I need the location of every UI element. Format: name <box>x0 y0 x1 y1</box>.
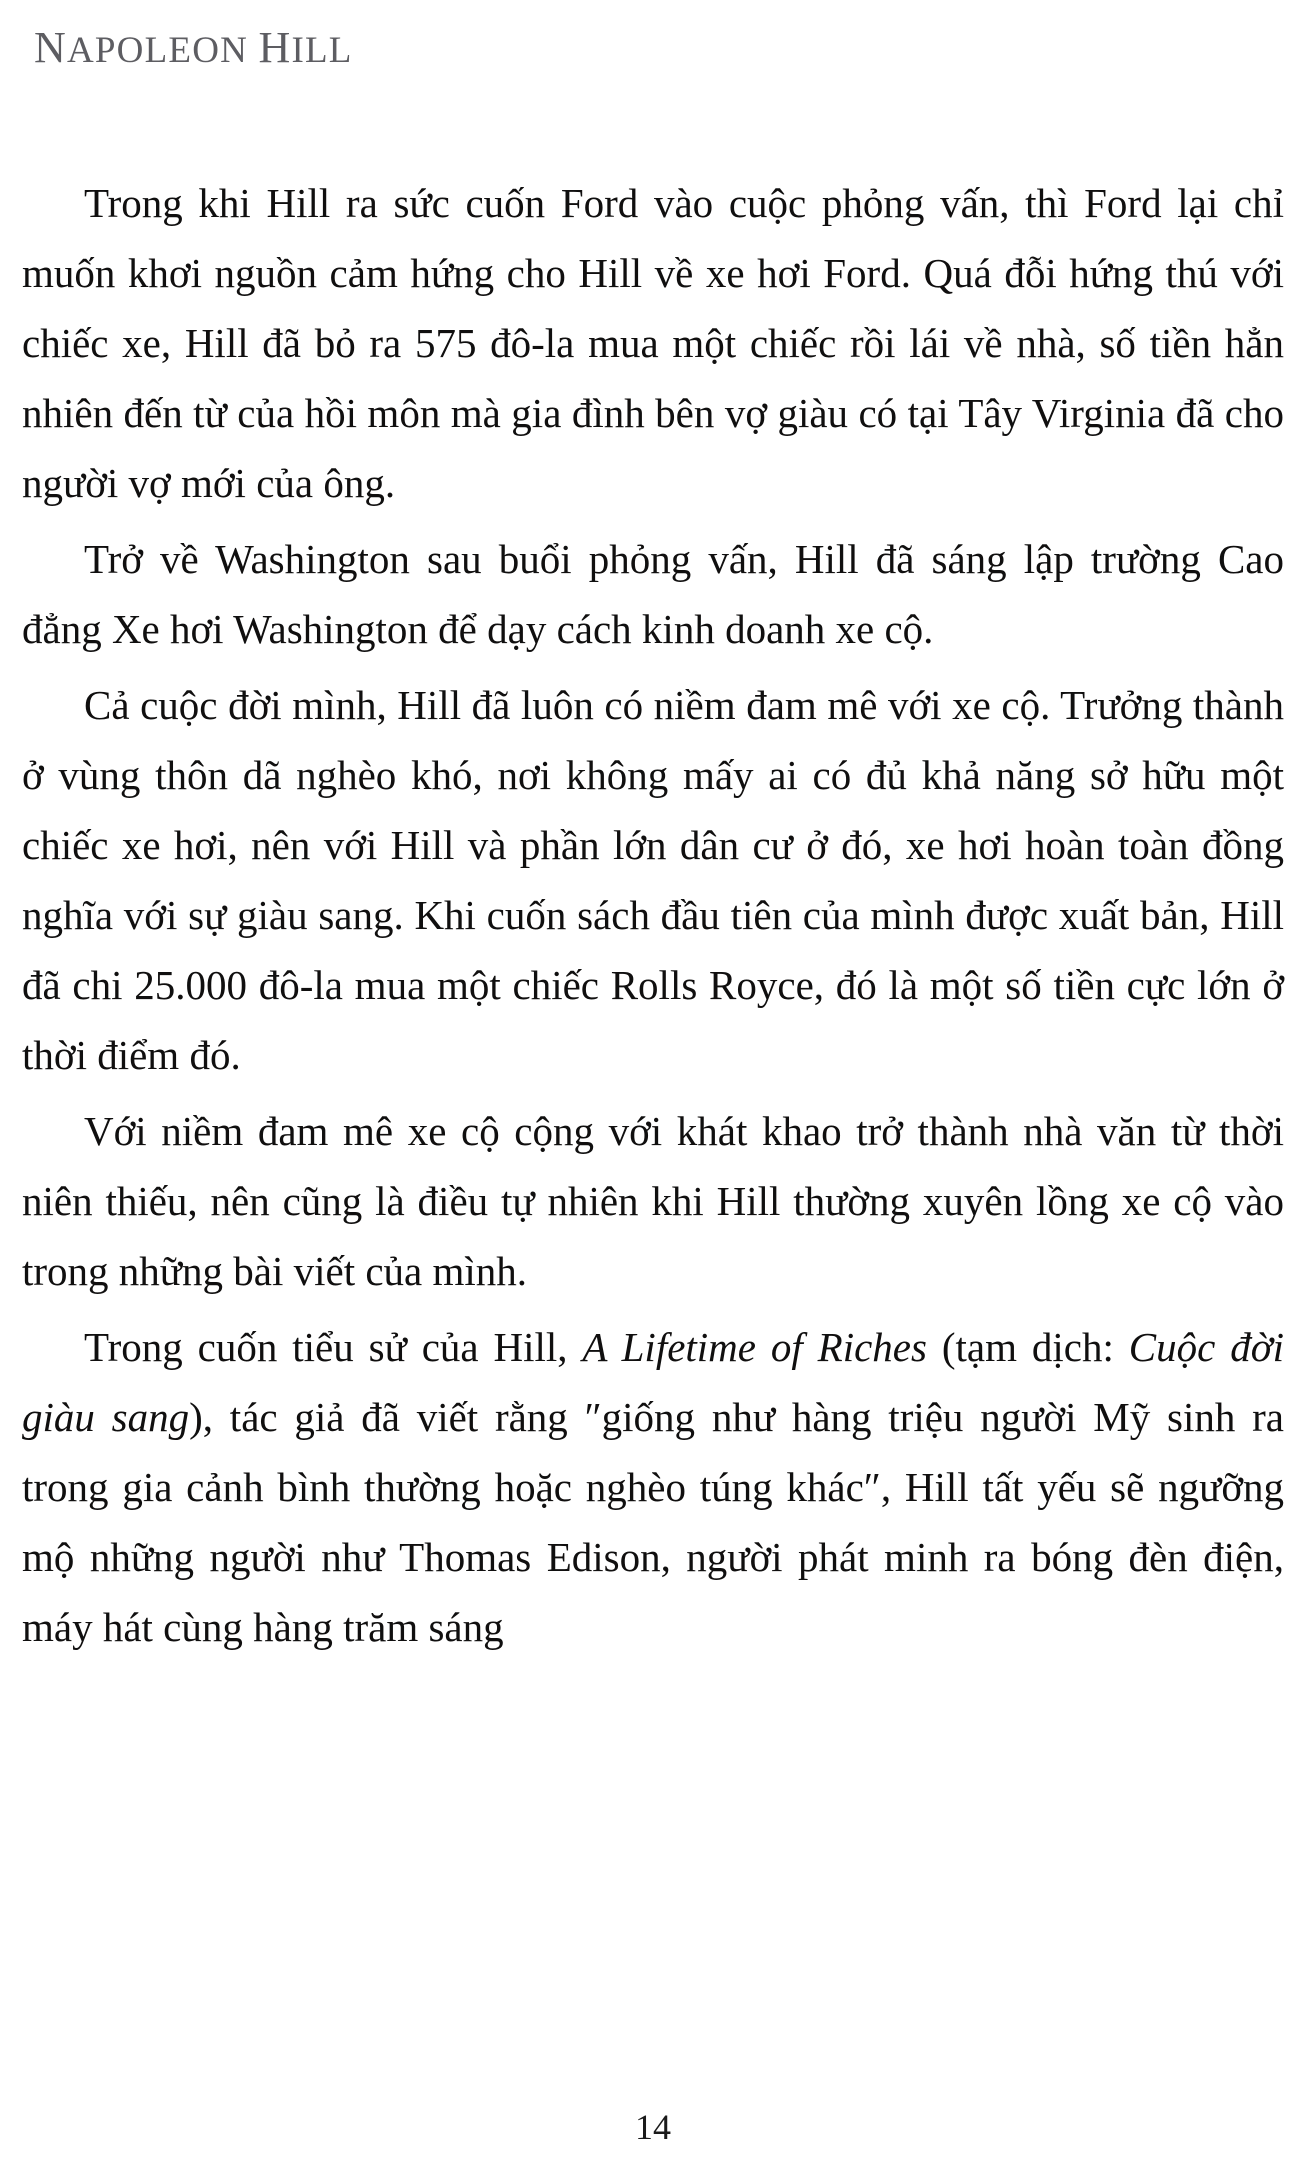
paragraph: Trở về Washington sau buổi phỏng vấn, Hill đã sáng lập trường Cao đẳng Xe hơi Washington để dạy cách kinh doanh xe cộ. <box>22 536 1284 652</box>
paragraph-text: Trong cuốn tiểu sử của Hill, <box>84 1324 583 1370</box>
running-head <box>34 22 353 73</box>
paragraph-with-titles <box>22 1312 1284 1662</box>
running-head-initial-2: H <box>258 23 292 72</box>
paragraph-text: (tạm dịch: <box>926 1324 1129 1370</box>
running-head-initial-1: N <box>34 23 67 72</box>
paragraph-text: ), tác giả đã viết rằng ″giống như hàng triệu người Mỹ sinh ra trong gia cảnh bình thường hoặc nghèo túng khác″, Hill tất yếu sẽ ngưỡng mộ những người như Thomas Edison, người phát minh ra bóng đèn điện, máy hát cùng hàng trăm sáng <box>22 1394 1284 1650</box>
book-title-english: A Lifetime of Riches <box>582 1324 927 1370</box>
page-body <box>22 168 1284 1662</box>
paragraph: Cả cuộc đời mình, Hill đã luôn có niềm đam mê với xe cộ. Trưởng thành ở vùng thôn dã nghèo khó, nơi không mấy ai có đủ khả năng sở hữu một chiếc xe hơi, nên với Hill và phần lớn dân cư ở đó, xe hơi hoàn toàn đồng nghĩa với sự giàu sang. Khi cuốn sách đầu tiên của mình được xuất bản, Hill đã chi 25.000 đô-la mua một chiếc Rolls Royce, đó là một số tiền cực lớn ở thời điểm đó. <box>22 682 1284 1078</box>
page-number: 14 <box>635 2107 671 2147</box>
paragraph: Trong khi Hill ra sức cuốn Ford vào cuộc phỏng vấn, thì Ford lại chỉ muốn khơi nguồn cảm hứng cho Hill về xe hơi Ford. Quá đỗi hứng thú với chiếc xe, Hill đã bỏ ra 575 đô-la mua một chiếc rồi lái về nhà, số tiền hẳn nhiên đến từ của hồi môn mà gia đình bên vợ giàu có tại Tây Virginia đã cho người vợ mới của ông. <box>22 180 1284 506</box>
running-head-text-2: ILL <box>291 30 353 71</box>
book-title-vietnamese: Cuộc đời giàu sang <box>22 1324 1284 1440</box>
running-head-text-1: APOLEON <box>66 30 259 71</box>
paragraph: Với niềm đam mê xe cộ cộng với khát khao trở thành nhà văn từ thời niên thiếu, nên cũng là điều tự nhiên khi Hill thường xuyên lồng xe cộ vào trong những bài viết của mình. <box>22 1108 1284 1294</box>
